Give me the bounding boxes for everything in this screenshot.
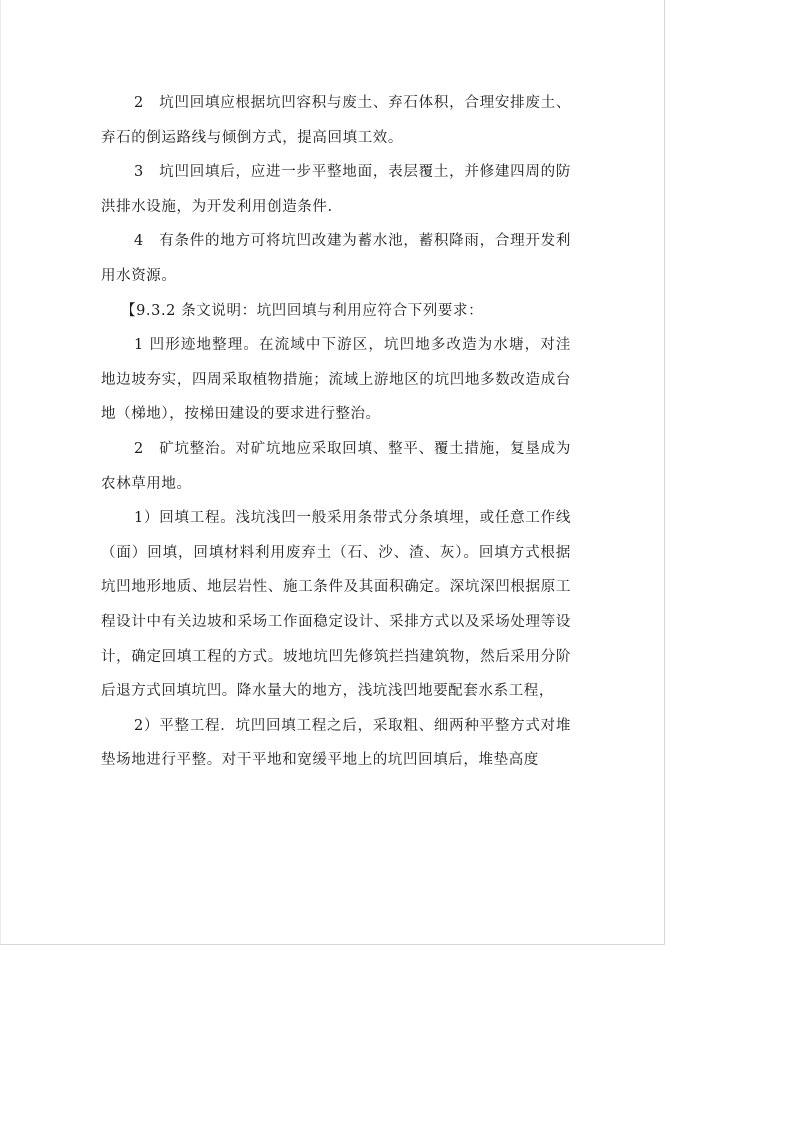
paragraph-item-4: 4 有条件的地方可将坑凹改建为蓄水池，蓄积降雨，合理开发利用水资源。 — [101, 233, 571, 284]
paragraph-backfill-works: 1）回填工程。浅坑浅凹一般采用条带式分条填埋，或任意工作线（面）回填，回填材料利用废弃土（石、沙、渣、灰）。回填方式根据坑凹地形地质、地层岩性、施工条件及其面积确定。深坑深凹根据原工程设计中有关边坡和采场工作面稳定设计、采排方式以及采场处理等设计，确定回填工程的方式。坡地坑凹先修筑拦挡建筑物，然后采用分阶后退方式回填坑凹。降水量大的地方，浅坑浅凹地要配套水系工程， — [101, 510, 571, 700]
paragraph-explanation-1: 1 凹形迹地整理。在流域中下游区，坑凹地多改造为水塘，对洼地边坡夯实，四周采取植物措施；流域上游地区的坑凹地多数改造成台地（梯地），按梯田建设的要求进行整治。 — [101, 337, 571, 423]
clause-explanation-heading: 【9.3.2 条文说明：坑凹回填与利用应符合下列要求： — [121, 302, 484, 319]
paragraph-explanation-2: 2 矿坑整治。对矿坑地应采取回填、整平、覆土措施，复垦成为农林草用地。 — [101, 440, 571, 492]
paragraph-leveling-works: 2）平整工程．坑凹回填工程之后，采取粗、细两种平整方式对堆垫场地进行平整。对干平地和宽缓平地上的坑凹回填后，堆垫高度 — [101, 717, 571, 769]
paragraph-item-2: 2 坑凹回填应根据坑凹容积与废土、弃石体积，合理安排废土、弃石的倒运路线与倾倒方式，提高回填工效。 — [101, 95, 571, 146]
page-body — [101, 86, 571, 778]
paragraph-item-3: 3 坑凹回填后，应进一步平整地面，表层覆土，并修建四周的防洪排水设施，为开发利用创造条件. — [101, 164, 571, 215]
